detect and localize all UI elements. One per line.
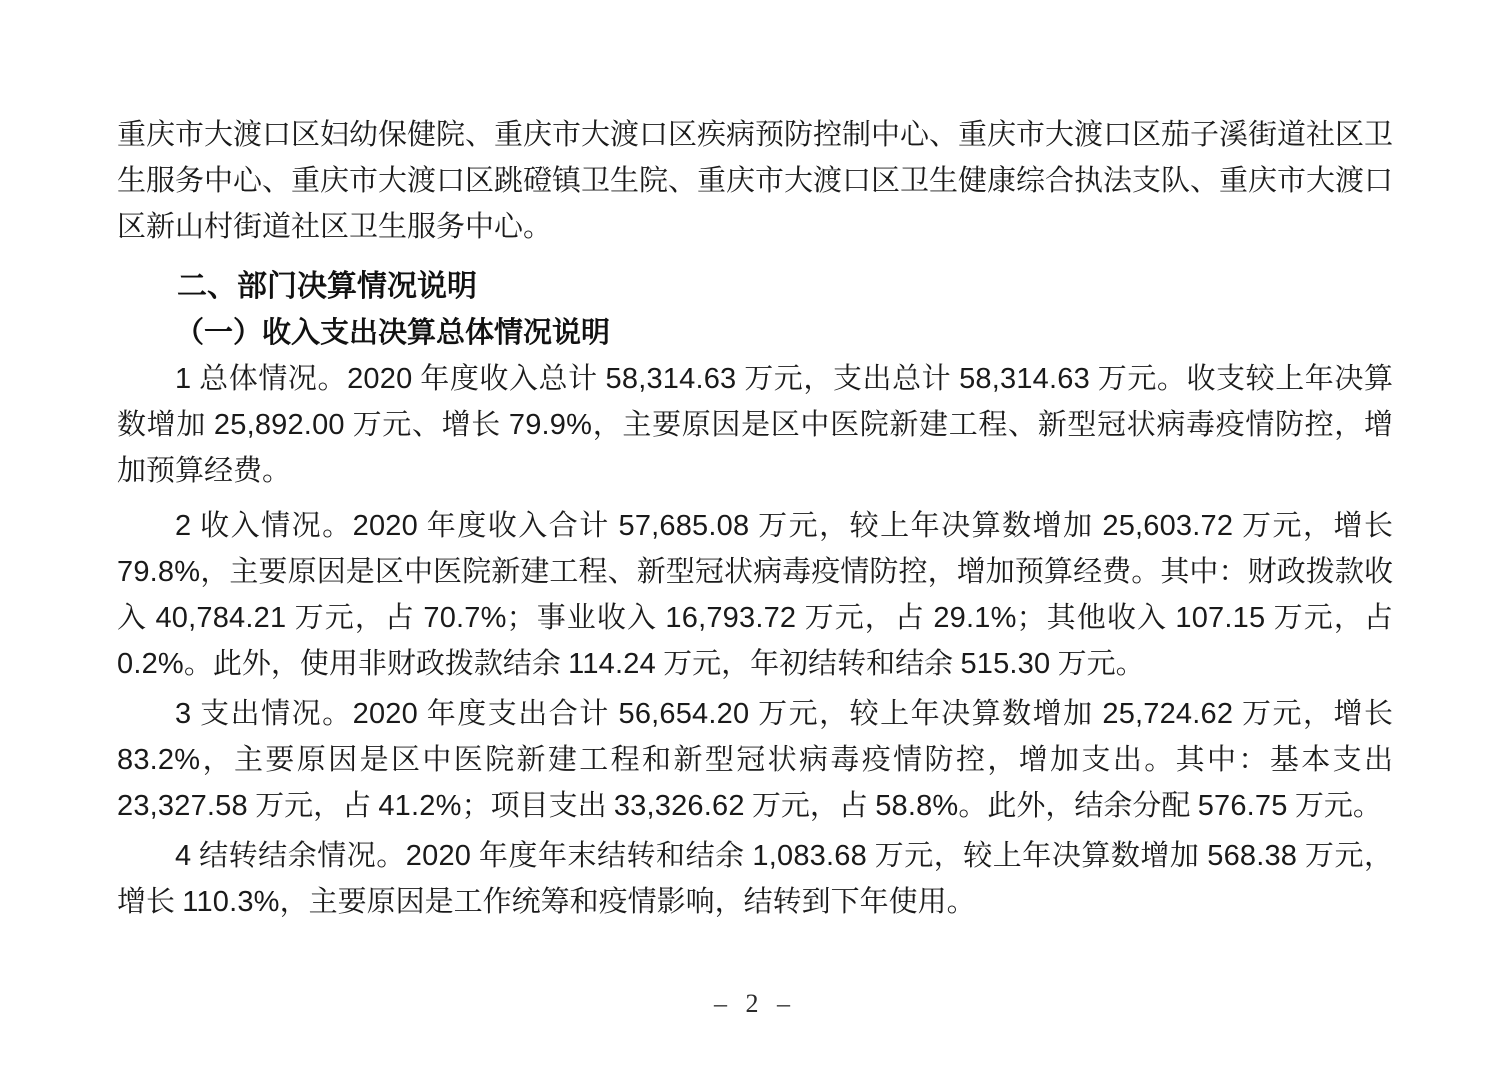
page-number: – 2 –	[714, 989, 796, 1018]
paragraph-agency-list-continuation: 重庆市大渡口区妇幼保健院、重庆市大渡口区疾病预防控制中心、重庆市大渡口区茄子溪街道社区卫生服务中心、重庆市大渡口区跳磴镇卫生院、重庆市大渡口区卫生健康综合执法支队、重庆市大渡口区新山村街道社区卫生服务中心。	[117, 119, 1394, 243]
document-page	[117, 112, 1393, 925]
paragraph-expenditure-situation: 3 支出情况。2020 年度支出合计 56,654.20 万元，较上年决算数增加 25,724.62 万元，增长 83.2%，主要原因是区中医院新建工程和新型冠状病毒疫情防控，增加支出。其中：基本支出 23,327.58 万元，占 41.2%；项目支出 33,326.62 万元，占 58.8%。此外，结余分配 576.75 万元。	[117, 698, 1393, 822]
paragraph-income-situation: 2 收入情况。2020 年度收入合计 57,685.08 万元，较上年决算数增加 25,603.72 万元，增长 79.8%，主要原因是区中医院新建工程、新型冠状病毒疫情防控，增加预算经费。其中：财政拨款收入 40,784.21 万元，占 70.7%；事业收入 16,793.72 万元，占 29.1%；其他收入 107.15 万元，占 0.2%。此外，使用非财政拨款结余 114.24 万元，年初结转和结余 515.30 万元。	[117, 510, 1393, 680]
section-heading: 二、部门决算情况说明	[177, 270, 477, 303]
paragraph-carryover-situation: 4 结转结余情况。2020 年度年末结转和结余 1,083.68 万元，较上年决算数增加 568.38 万元，增长 110.3%，主要原因是工作统筹和疫情影响，结转到下年使用。	[117, 840, 1393, 918]
paragraph-overall-situation: 1 总体情况。2020 年度收入总计 58,314.63 万元，支出总计 58,314.63 万元。收支较上年决算数增加 25,892.00 万元、增长 79.9%，主要原因是区中医院新建工程、新型冠状病毒疫情防控，增加预算经费。	[117, 363, 1393, 487]
page-footer	[0, 988, 1510, 1020]
subsection-heading: （一）收入支出决算总体情况说明	[175, 317, 611, 349]
